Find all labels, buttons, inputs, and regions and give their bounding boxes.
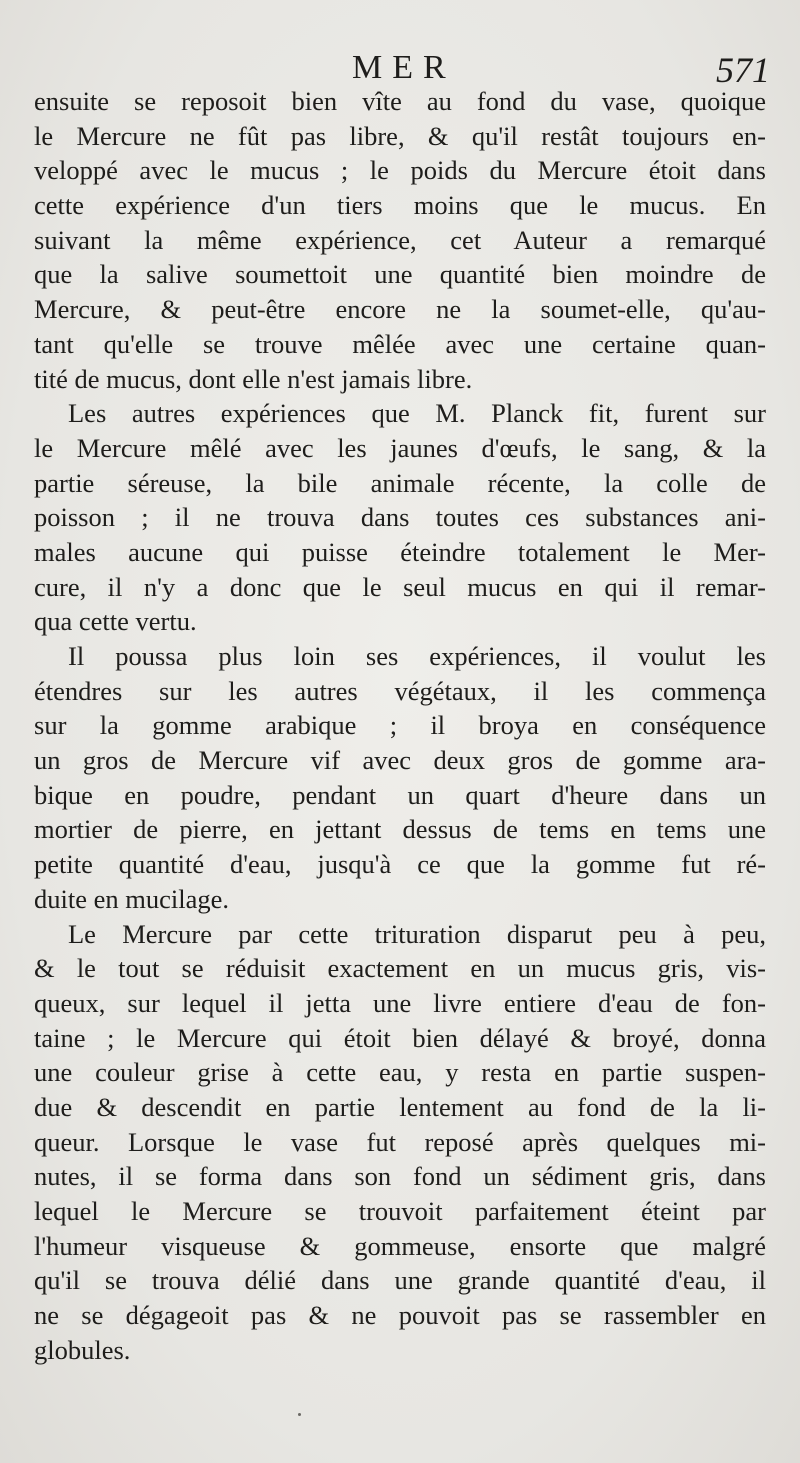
text-line: nutes, il se forma dans son fond un sédiment gris, dans: [34, 1161, 766, 1192]
text-line: globules.: [34, 1334, 131, 1365]
text-line: & le tout se réduisit exactement en un mucus gris, vis-: [34, 953, 766, 984]
text-line: tant qu'elle se trouve mêlée avec une certaine quan-: [34, 328, 766, 359]
text-line: une couleur grise à cette eau, y resta en partie suspen-: [34, 1057, 766, 1088]
text-line: taine ; le Mercure qui étoit bien délayé & broyé, donna: [34, 1022, 766, 1053]
text-line: un gros de Mercure vif avec deux gros de gomme ara-: [34, 745, 766, 776]
page-number: 571: [716, 50, 770, 90]
text-line: étendres sur les autres végétaux, il les commença: [34, 675, 766, 706]
text-line: bique en poudre, pendant un quart d'heure dans un: [34, 779, 766, 810]
text-line: suivant la même expérience, cet Auteur a remarqué: [34, 224, 766, 255]
text-line: sur la gomme arabique ; il broya en conséquence: [34, 710, 766, 741]
text-line: ne se dégageoit pas & ne pouvoit pas se rassembler en: [34, 1300, 766, 1331]
text-line: lequel le Mercure se trouvoit parfaitement éteint par: [34, 1196, 766, 1226]
text-line: Mercure, & peut-être encore ne la soumet-elle, qu'au-: [34, 294, 766, 325]
text-line: queur. Lorsque le vase fut reposé après quelques mi-: [34, 1126, 766, 1157]
paragraph: [34, 917, 766, 1368]
text-line: le Mercure ne fût pas libre, & qu'il restât toujours en-: [34, 120, 766, 151]
text-line: Il poussa plus loin ses expériences, il voulut les: [68, 641, 766, 671]
paragraph: [34, 639, 766, 917]
text-line: veloppé avec le mucus ; le poids du Mercure étoit dans: [34, 155, 766, 186]
text-line: Les autres expériences que M. Planck fit, furent sur: [68, 398, 766, 429]
text-line: cure, il n'y a donc que le seul mucus en qui il remar-: [34, 571, 766, 602]
text-line: due & descendit en partie lentement au fond de la li-: [34, 1091, 766, 1122]
text-line: tité de mucus, dont elle n'est jamais libre.: [34, 363, 473, 394]
text-line: queux, sur lequel il jetta une livre entiere d'eau de fon-: [34, 987, 766, 1018]
text-line: qu'il se trouva délié dans une grande quantité d'eau, il: [34, 1265, 766, 1296]
text-line: males aucune qui puisse éteindre totalement le Mer-: [34, 536, 766, 567]
paragraph: [34, 84, 766, 396]
text-line: partie séreuse, la bile animale récente, la colle de: [34, 467, 766, 498]
text-line: que la salive soumettoit une quantité bien moindre de: [34, 259, 766, 290]
text-line: mortier de pierre, en jettant dessus de tems en tems une: [34, 814, 766, 845]
text-line: duite en mucilage.: [34, 883, 229, 914]
text-line: qua cette vertu.: [34, 606, 197, 637]
text-line: ensuite se reposoit bien vîte au fond du vase, quoique: [34, 86, 766, 116]
text-line: cette expérience d'un tiers moins que le mucus. En: [34, 190, 766, 221]
text-line: petite quantité d'eau, jusqu'à ce que la gomme fut ré-: [34, 849, 766, 880]
text-line: le Mercure mêlé avec les jaunes d'œufs, le sang, & la: [34, 432, 766, 463]
ink-speck: [298, 1413, 301, 1416]
text-line: poisson ; il ne trouva dans toutes ces substances ani-: [34, 502, 766, 533]
body-text: [34, 84, 766, 1367]
text-line: Le Mercure par cette trituration disparut peu à peu,: [68, 918, 766, 949]
running-title: MER: [352, 49, 456, 86]
paragraph: [34, 396, 766, 639]
text-line: l'humeur visqueuse & gommeuse, ensorte que malgré: [34, 1230, 766, 1261]
